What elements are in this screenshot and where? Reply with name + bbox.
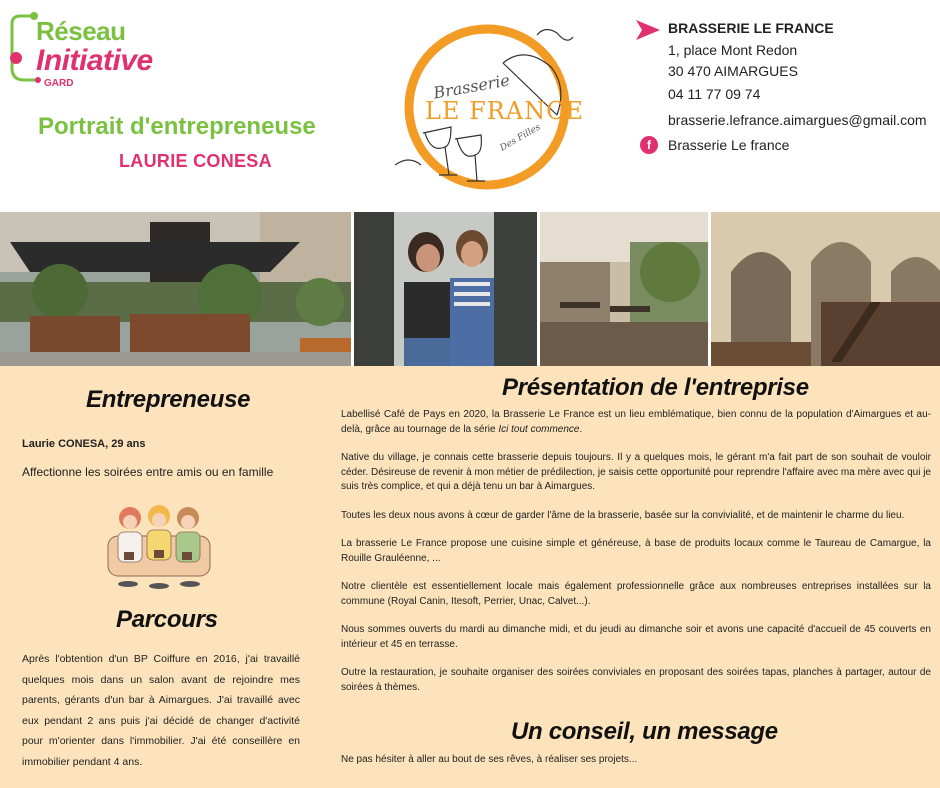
portrait-name: LAURIE CONESA [119, 151, 272, 171]
content-area [0, 366, 940, 788]
reseau-initiative-logo[interactable] [8, 8, 188, 92]
photo-interior-arches [711, 212, 940, 366]
presentation-paragraph-6: Nous sommes ouverts du mardi au dimanche midi, et du jeudi au dimanche soir et avons une capacité d'accueil de 45 couverts en intérieur et 45 en terrasse. [341, 624, 931, 650]
contact-facebook[interactable]: Brasserie Le france [668, 137, 790, 153]
brasserie-logo [395, 15, 585, 195]
header [0, 0, 940, 212]
logo-word-le-france: LE FRANCE [425, 97, 585, 125]
photo-strip [0, 212, 940, 366]
parcours-text: Après l'obtention d'un BP Coiffure en 2016, j'ai travaillé quelques mois dans un salon avant de rejoindre mes parents, gérants d'un bar à Aimargues. J'ai travaillé avec eux pendant 2 ans puis j'ai décidé de changer d'activité pour m'orienter dans l'immobilier. J'ai été conseillère en immobilier pendant 4 ans. [22, 653, 300, 768]
arrow-marker-icon [636, 20, 660, 40]
contact-address-line-2: 30 470 AIMARGUES [668, 63, 798, 79]
brand-line-2: Initiative [36, 44, 153, 77]
friends-illustration-graphic [104, 496, 214, 596]
presentation-text [341, 408, 931, 709]
portrait-title: Portrait d'entrepreneuse [38, 113, 316, 140]
parcours-title: Parcours [116, 606, 218, 633]
presentation-title: Présentation de l'entreprise [502, 374, 809, 401]
entrepreneuse-description: Affectionne les soirées entre amis ou en famille [22, 465, 274, 479]
presentation-paragraph-5: Notre clientèle est essentiellement locale mais également professionnelle grâce aux nombreuses entreprises installées sur la commune (Royal Canin, Itesoft, Perrier, Unac, Calvet...). [341, 581, 931, 607]
dining-room-photo-graphic [540, 212, 707, 366]
presentation-paragraph-1 [341, 408, 931, 437]
entrepreneuse-name: Laurie CONESA, 29 ans [22, 438, 146, 450]
photo-terrace [0, 212, 351, 366]
owners-photo-graphic [354, 212, 537, 366]
contact-address-line-1: 1, place Mont Redon [668, 42, 798, 58]
logo-word-brasserie: Brasserie [431, 70, 512, 103]
conseil-text: Ne pas hésiter à aller au bout de ses rêves, à réaliser ses projets... [341, 754, 638, 765]
presentation-p1-end: . [579, 423, 583, 435]
logo-word-des-filles: Des Filles [498, 122, 543, 154]
conseil-title: Un conseil, un message [511, 718, 778, 745]
facebook-icon[interactable]: f [640, 136, 658, 154]
contact-email[interactable]: brasserie.lefrance.aimargues@gmail.com [668, 112, 927, 128]
friends-illustration [104, 496, 214, 596]
presentation-paragraph-4: La brasserie Le France propose une cuisine simple et généreuse, à base de produits locaux comme le Taureau de Camargue, la Rouille Grauléenne, ... [341, 538, 931, 564]
presentation-p1-text: Labellisé Café de Pays en 2020, la Brasserie Le France est un lieu emblématique, bien connu de la population d'Aimargues et au-delà, grâce au tournage de la série [341, 409, 931, 435]
presentation-paragraph-2: Native du village, je connais cette brasserie depuis toujours. Il y a quelques mois, le gérant m'a fait part de son souhait de vouloir céder. Désireuse de revenir à mon métier de prédilection, je saisis cette opportunité pour reprendre l'affaire avec ma mère avec qui je suis très complice, et qui a déjà tenu un bar à Aimargues. [341, 452, 931, 492]
tv-series-name: Ici tout commence [498, 423, 580, 435]
presentation-paragraph-3: Toutes les deux nous avons à cœur de garder l'âme de la brasserie, basée sur la convivialité, et de maintenir le charme du lieu. [341, 509, 905, 521]
contact-phone[interactable]: 04 11 77 09 74 [668, 86, 761, 102]
interior-photo-graphic [711, 212, 940, 366]
terrace-photo-graphic [0, 212, 351, 366]
photo-dining-room [540, 212, 707, 366]
brand-line-1: Réseau [36, 16, 126, 46]
contact-business-name: BRASSERIE LE FRANCE [668, 20, 834, 36]
entrepreneuse-title: Entrepreneuse [86, 386, 251, 413]
brand-line-3: GARD [44, 78, 74, 89]
presentation-paragraph-7: Outre la restauration, je souhaite organiser des soirées conviviales en proposant des soirées tapas, planches à partager, autour de soirées à thèmes. [341, 667, 931, 693]
photo-owners [354, 212, 537, 366]
